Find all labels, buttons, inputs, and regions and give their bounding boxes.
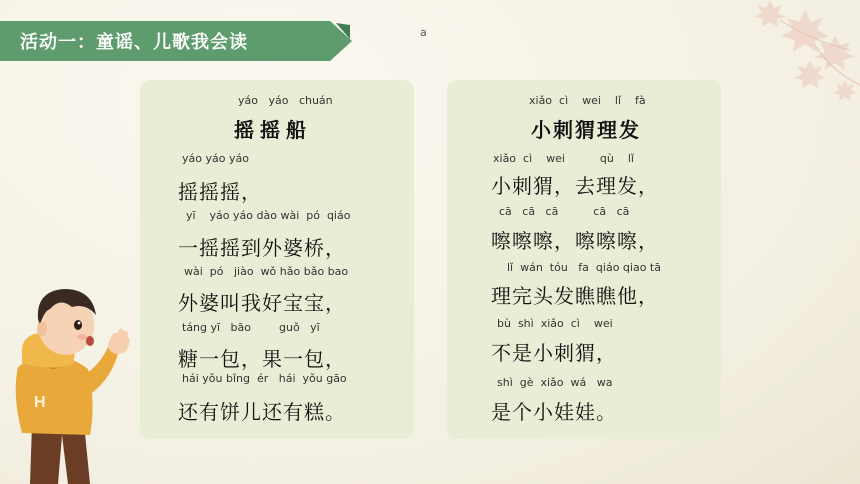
svg-text:H: H <box>34 394 46 411</box>
poem1-line4-pinyin: táng yī bāo guǒ yī <box>182 321 320 334</box>
poem1-line5-pinyin: hái yǒu bǐng ér hái yǒu gāo <box>182 372 347 385</box>
maple-leaves-icon <box>710 0 860 120</box>
poem2-line3: 理完头发瞧瞧他， <box>491 284 659 308</box>
activity-title: 活动一：童谣、儿歌我会读 <box>20 32 248 53</box>
poem1-line1-pinyin: yáo yáo yáo <box>182 152 249 165</box>
poem1-title: 摇摇船 <box>234 118 312 142</box>
poem2-title: 小刺猬理发 <box>531 118 641 142</box>
poem2-line5: 是个小娃娃。 <box>491 400 617 424</box>
poem-card-yaoyaochuan <box>140 80 414 439</box>
poem2-line2-pinyin: cā cā cā cā cā <box>499 205 630 218</box>
poem-card-xiaociwei <box>447 80 721 439</box>
poem2-title-pinyin: xiǎo cì wei lǐ fà <box>529 94 646 107</box>
poem2-line4-pinyin: bù shì xiǎo cì wei <box>497 317 613 330</box>
poem1-line1: 摇摇摇， <box>178 180 262 204</box>
poem1-title-pinyin: yáo yáo chuán <box>238 94 333 107</box>
poem1-line3-pinyin: wài pó jiào wǒ hǎo bǎo bao <box>184 265 349 278</box>
poem2-line5-pinyin: shì gè xiǎo wá wa <box>497 376 613 389</box>
stray-letter: a <box>420 26 427 39</box>
poem1-line2: 一摇摇到外婆桥， <box>178 236 346 260</box>
boy-calling-illustration <box>0 285 140 484</box>
poem1-line4: 糖一包，果一包， <box>178 347 346 371</box>
poem1-line5: 还有饼儿还有糕。 <box>178 400 346 424</box>
poem1-line3: 外婆叫我好宝宝， <box>178 291 346 315</box>
poem2-line1: 小刺猬，去理发， <box>491 174 659 198</box>
poem1-line2-pinyin: yī yáo yáo dào wài pó qiáo <box>186 209 351 222</box>
poem2-line4: 不是小刺猬， <box>491 341 617 365</box>
poem2-line2: 嚓嚓嚓，嚓嚓嚓， <box>491 229 659 253</box>
poem2-line1-pinyin: xiǎo cì wei qù lǐ <box>493 152 634 165</box>
poem2-line3-pinyin: lǐ wán tóu fa qiáo qiao tā <box>507 261 661 274</box>
